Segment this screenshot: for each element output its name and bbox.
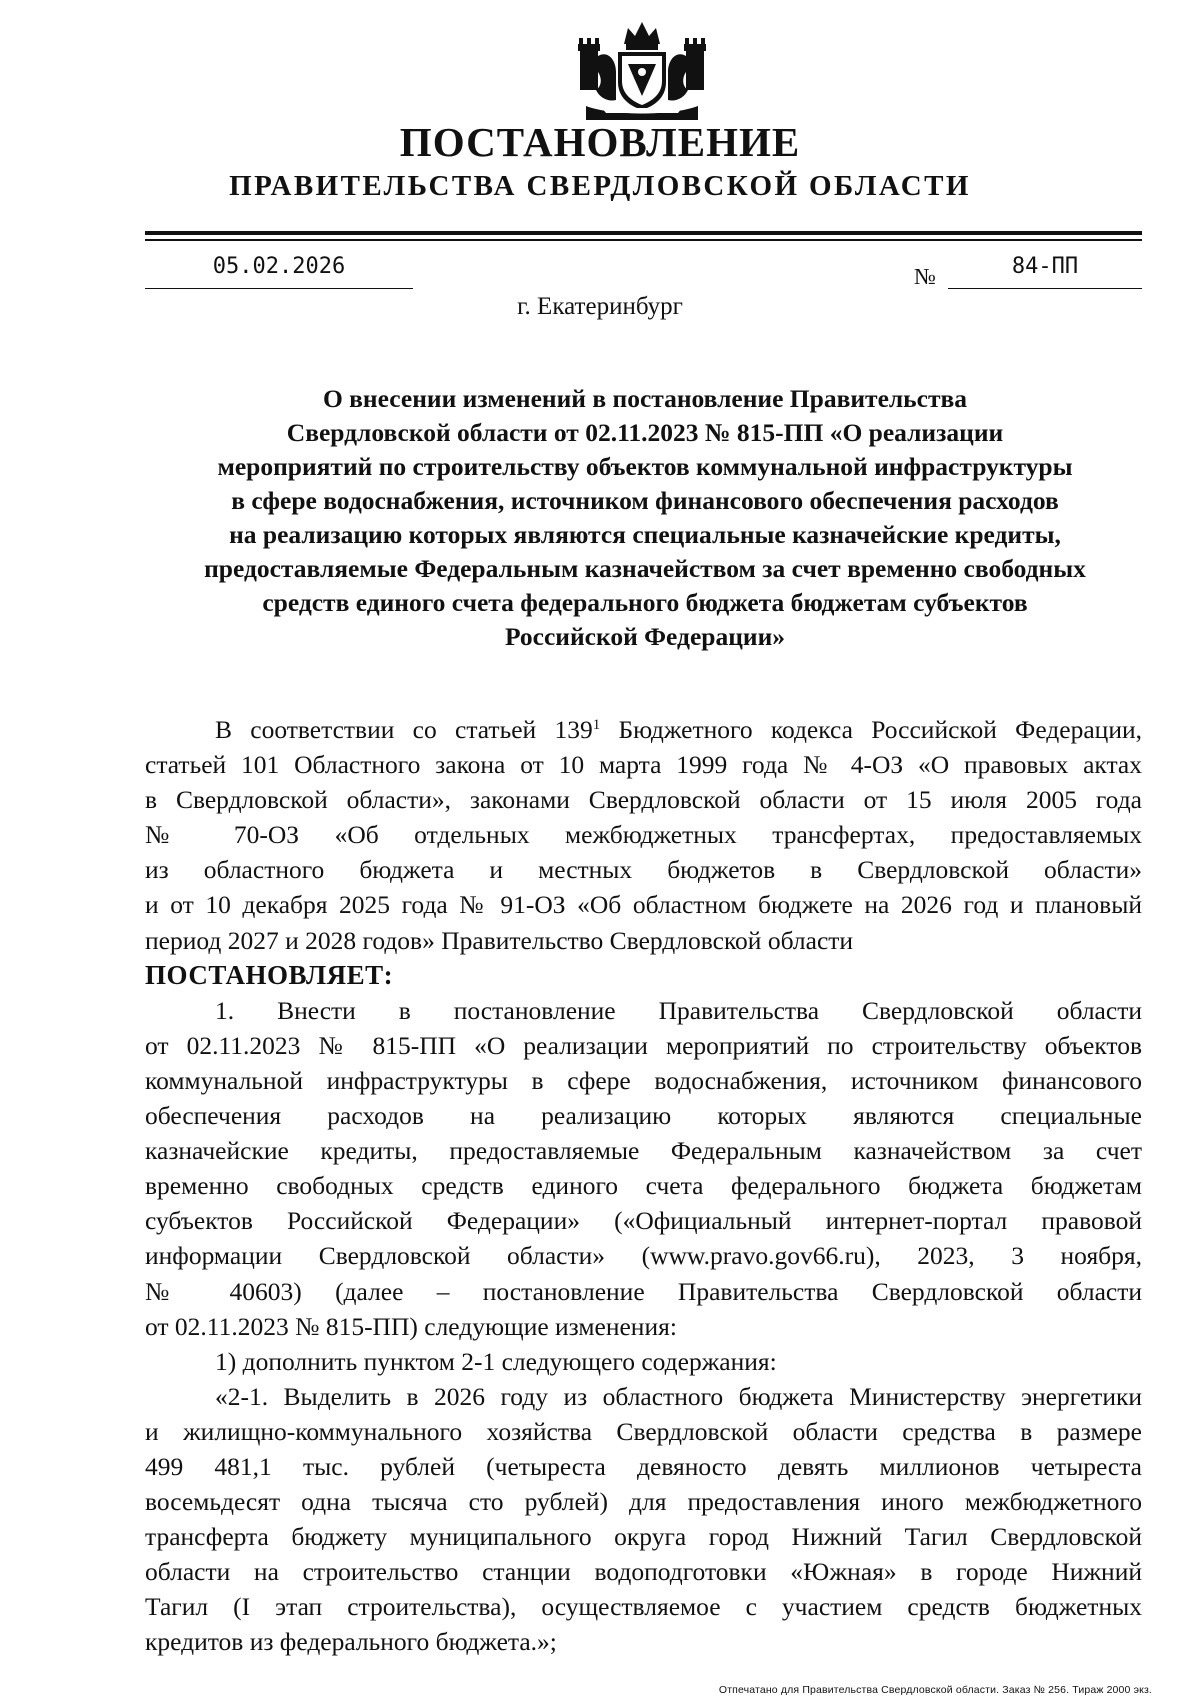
item1-line: субъектов Российской Федерации» («Официальный интернет-портал правовой bbox=[145, 1206, 1142, 1236]
title-line: мероприятий по строительству объектов коммунальной инфраструктуры bbox=[217, 452, 1073, 481]
document-date: 05.02.2026 bbox=[145, 250, 413, 289]
document-number: 84-ПП bbox=[948, 250, 1142, 289]
item1-line: информации Свердловской области» (www.pravo.gov66.ru), 2023, 3 ноября, bbox=[145, 1241, 1142, 1271]
document-type-heading: ПОСТАНОВЛЕНИЕ bbox=[399, 119, 801, 165]
preamble-text: В соответствии со статьей 139 bbox=[215, 715, 593, 744]
item1-line: от 02.11.2023 № 815-ПП «О реализации мероприятий по строительству объектов bbox=[145, 1030, 1142, 1060]
preamble-line: в Свердловской области», законами Свердловской области от 15 июля 2005 года bbox=[145, 785, 1142, 815]
item1-line: 1. Внести в постановление Правительства Свердловской области bbox=[215, 995, 1142, 1025]
print-imprint: Отпечатано для Правительства Свердловской области. Заказ № 256. Тираж 2000 экз. bbox=[718, 1684, 1152, 1696]
preamble-line: № 70-ОЗ «Об отдельных межбюджетных трансфертах, предоставляемых bbox=[145, 820, 1142, 850]
item1-line: коммунальной инфраструктуры в сфере водоснабжения, источником финансового bbox=[145, 1065, 1142, 1095]
title-line: в сфере водоснабжения, источником финансового обеспечения расходов bbox=[231, 486, 1059, 515]
quote-line: 499 481,1 тыс. рублей (четыреста девяносто девять миллионов четыреста bbox=[145, 1451, 1142, 1481]
issue-place: г. Екатеринбург bbox=[517, 293, 683, 320]
preamble-line: из областного бюджета и местных бюджетов в Свердловской области» bbox=[145, 855, 1142, 885]
item1-line: временно свободных средств единого счета федерального бюджета бюджетам bbox=[145, 1171, 1142, 1201]
document-title bbox=[140, 382, 1150, 654]
title-line: средств единого счета федерального бюджета бюджетам субъектов bbox=[262, 588, 1028, 617]
title-line: на реализацию которых являются специальные казначейские кредиты, bbox=[229, 520, 1061, 549]
document-body bbox=[145, 712, 1142, 1660]
item1-line: казначейские кредиты, предоставляемые Федеральным казначейством за счет bbox=[145, 1136, 1142, 1166]
header-rule-thin bbox=[145, 239, 1142, 241]
quote-line: и жилищно-коммунального хозяйства Свердловской области средства в размере bbox=[145, 1416, 1142, 1446]
quote-line: области на строительство станции водоподготовки «Южная» в городе Нижний bbox=[145, 1557, 1142, 1587]
preamble-line: период 2027 и 2028 годов» Правительство Свердловской области bbox=[145, 925, 854, 955]
quote-line: «2-1. Выделить в 2026 году из областного бюджета Министерству энергетики bbox=[215, 1381, 1142, 1411]
item1-line: № 40603) (далее – постановление Правительства Свердловской области bbox=[145, 1276, 1142, 1306]
quote-line: кредитов из федерального бюджета.»; bbox=[145, 1627, 557, 1657]
title-line: Российской Федерации» bbox=[504, 622, 786, 651]
subitem1-line: 1) дополнить пунктом 2-1 следующего содержания: bbox=[215, 1346, 777, 1376]
number-sign-label: № bbox=[914, 264, 936, 289]
preamble-text: Бюджетного кодекса Российской Федерации, bbox=[600, 715, 1142, 744]
preamble-line: статьей 101 Областного закона от 10 марта 1999 года № 4-ОЗ «О правовых актах bbox=[145, 750, 1142, 780]
coat-of-arms-emblem bbox=[572, 20, 712, 123]
article-superscript: 1 bbox=[592, 717, 601, 733]
issuing-authority-heading: ПРАВИТЕЛЬСТВА СВЕРДЛОВСКОЙ ОБЛАСТИ bbox=[229, 170, 971, 202]
title-line: Свердловской области от 02.11.2023 № 815-ПП «О реализации bbox=[286, 418, 1004, 447]
preamble-line: и от 10 декабря 2025 года № 91-ОЗ «Об областном бюджете на 2026 год и плановый bbox=[145, 890, 1142, 920]
quote-line: восемьдесят одна тысяча сто рублей) для предоставления иного межбюджетного bbox=[145, 1487, 1142, 1517]
quote-line: трансферта бюджету муниципального округа город Нижний Тагил Свердловской bbox=[145, 1522, 1142, 1552]
item1-line: от 02.11.2023 № 815-ПП) следующие изменения: bbox=[145, 1311, 677, 1341]
title-line: предоставляемые Федеральным казначейством за счет временно свободных bbox=[204, 554, 1086, 583]
preamble-line bbox=[145, 712, 1142, 747]
quote-line: Тагил (I этап строительства), осуществляемое с участием средств бюджетных bbox=[145, 1592, 1142, 1622]
item1-line: обеспечения расходов на реализацию которых являются специальные bbox=[145, 1101, 1142, 1131]
title-line: О внесении изменений в постановление Правительства bbox=[322, 384, 968, 413]
header-rule-thick bbox=[145, 231, 1142, 235]
decree-word: ПОСТАНОВЛЯЕТ: bbox=[145, 959, 394, 990]
